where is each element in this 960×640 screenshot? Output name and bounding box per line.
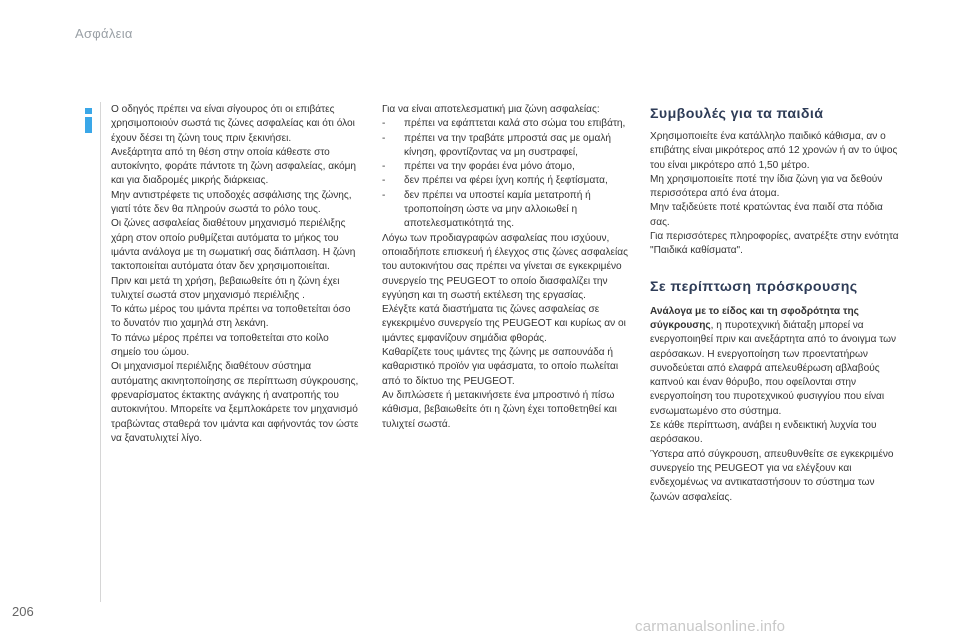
list-item [382,160,630,174]
info-icon-bar [85,117,92,133]
paragraph: Οι μηχανισμοί περιέλιξης διαθέτουν σύστημα αυτόματης ακινητοποίησης σε περίπτωση σύγκρουσης, φρεναρίσματος έκτακτης ανάγκης ή ανατροπής του αυτοκινήτου. Μπορείτε να ξεμπλοκάρετε τον μηχανισμό τραβώντας σταθερά τον ιμάντα και αφήνοντάς τον ώστε να ξανατυλιχτεί λίγο. [111,361,359,444]
info-icon-dot [85,108,92,114]
paragraph: Οι ζώνες ασφαλείας διαθέτουν μηχανισμό περιέλιξης χάρη στον οποίο ρυθμίζεται αυτόματα το μήκος του ιμάντα ανάλογα με τη σωματική σας διάπλαση. Η ζώνη τακτοποιείται αυτόματα όταν δεν χρησιμοποιείται. [111,218,356,273]
list-item-text: δεν πρέπει να υποστεί καμία μετατροπή ή τροποποίηση ώστε να μην αλλοιωθεί η αποτελεσματικότητά της. [404,189,591,230]
column-1 [111,103,359,446]
section-title-children: Συμβουλές για τα παιδιά [650,106,824,122]
column-2 [382,103,630,432]
paragraph: Μη χρησιμοποιείτε ποτέ την ίδια ζώνη για να δεθούν περισσότερα από ένα άτομα. [650,173,883,200]
paragraph: Για περισσότερες πληροφορίες, ανατρέξτε στην ενότητα "Παιδικά καθίσματα". [650,231,899,257]
list-item [382,174,630,188]
dash-marker: - [382,132,386,144]
paragraph: Το πάνω μέρος πρέπει να τοποθετείται στο κοίλο σημείο του ώμου. [111,332,329,359]
paragraph: Ο οδηγός πρέπει να είναι σίγουρος ότι οι επιβάτες χρησιμοποιούν σωστά τις ζώνες ασφαλείας και ότι όλοι έχουν δέσει τη ζώνη τους πριν ξεκινήσει. [111,104,355,144]
list-item [382,132,630,161]
list-item [382,189,630,232]
intro-text: Για να είναι αποτελεσματική μια ζώνη ασφαλείας: [382,104,600,115]
paragraph: Ελέγξτε κατά διαστήματα τις ζώνες ασφαλείας σε εγκεκριμένο συνεργείο της PEUGEOT και κυρίως αν οι ιμάντες εμφανίζουν σημάδια φθοράς. [382,304,626,344]
info-icon [84,108,93,132]
lead-rest-text: , η πυροτεχνική διάταξη μπορεί να ενεργοποιηθεί πριν και ανεξάρτητα από το άνοιγμα των αερόσακων. Η ενεργοποίηση των προεντατήρων συνοδεύεται από ελαφρά απελευθέρωση αβλαβούς καπνού και έναν θόρυβο, που οφείλονται στην ενεργοποίηση του πυροτεχνικού φυσιγγίου που είναι ενσωματωμένο στο σύστημα. [650,319,897,417]
paragraph: Καθαρίζετε τους ιμάντες της ζώνης με σαπουνάδα ή καθαριστικό προϊόν για υφάσματα, το οποίο πωλείται από το δίκτυο της PEUGEOT. [382,347,619,387]
section-title-impact: Σε περίπτωση πρόσκρουσης [650,278,858,295]
list-item-text: πρέπει να την φοράει ένα μόνο άτομο, [404,161,575,173]
list-item [382,117,630,131]
paragraph: Το κάτω μέρος του ιμάντα πρέπει να τοποθετείται όσο το δυνατόν πιο χαμηλά στη λεκάνη. [111,304,351,330]
dash-marker: - [382,189,386,201]
info-divider [100,102,101,602]
dash-marker: - [382,118,386,130]
dash-marker: - [382,161,386,173]
dash-marker: - [382,175,386,187]
list-item-text: δεν πρέπει να φέρει ίχνη κοπής ή ξεφτίσματα, [404,175,608,187]
paragraph: Ύστερα από σύγκρουση, απευθυνθείτε σε εγκεκριμένο συνεργείο της PEUGEOT για να ελέγξουν και ενδεχομένως να αντικαταστήσουν το σύστημα των ζωνών ασφαλείας. [650,448,894,503]
paragraph: Μην ταξιδεύετε ποτέ κρατώντας ένα παιδί στα πόδια σας. [650,202,883,228]
list-item-text: πρέπει να την τραβάτε μπροστά σας με ομαλή κίνηση, φροντίζοντας να μη συστραφεί, [404,132,611,158]
paragraph: Πριν και μετά τη χρήση, βεβαιωθείτε ότι η ζώνη έχει τυλιχτεί σωστά στον μηχανισμό περιέλιξης . [111,275,340,301]
page-header: Ασφάλεια [75,26,133,41]
page-number: 206 [12,604,34,619]
lead-bold-text: Ανάλογα με το είδος και τη σφοδρότητα της σύγκρουσης [650,305,859,331]
paragraph: Ανεξάρτητα από τη θέση στην οποία κάθεστε στο αυτοκίνητο, φοράτε πάντοτε τη ζώνη ασφαλείας, ακόμη και για διαδρομές μικρής διάρκειας. [111,146,357,187]
paragraph: Αν διπλώσετε ή μετακινήσετε ένα μπροστινό ή πίσω κάθισμα, βεβαιωθείτε ότι η ζώνη έχει τοποθετηθεί και τυλιχτεί σωστά. [382,389,617,430]
paragraph: Σε κάθε περίπτωση, ανάβει η ενδεικτική λυχνία του αερόσακου. [650,420,877,446]
column-3 [650,103,900,505]
paragraph: Χρησιμοποιείτε ένα κατάλληλο παιδικό κάθισμα, αν ο επιβάτης είναι μικρότερος από 12 χρονών ή αν το ύψος του είναι μικρότερο από 1,50 μέτρο. [650,131,898,171]
paragraph: Μην αντιστρέφετε τις υποδοχές ασφάλισης της ζώνης, γιατί τότε δεν θα πληρούν σωστά το ρόλο τους. [111,189,352,216]
list-item-text: πρέπει να εφάπτεται καλά στο σώμα του επιβάτη, [404,118,626,130]
watermark: carmanualsonline.info [635,618,786,635]
paragraph: Λόγω των προδιαγραφών ασφαλείας που ισχύουν, οποιαδήποτε επισκευή ή έλεγχος στις ζώνες ασφαλείας του αυτοκινήτου σας πρέπει να γίνεται σε εγκεκριμένο συνεργείο της PEUGEOT το οποίο διασφαλίζει την εγγύηση και τη σωστή εκτέλεση της εργασίας. [382,232,628,301]
lead-paragraph [650,305,900,419]
